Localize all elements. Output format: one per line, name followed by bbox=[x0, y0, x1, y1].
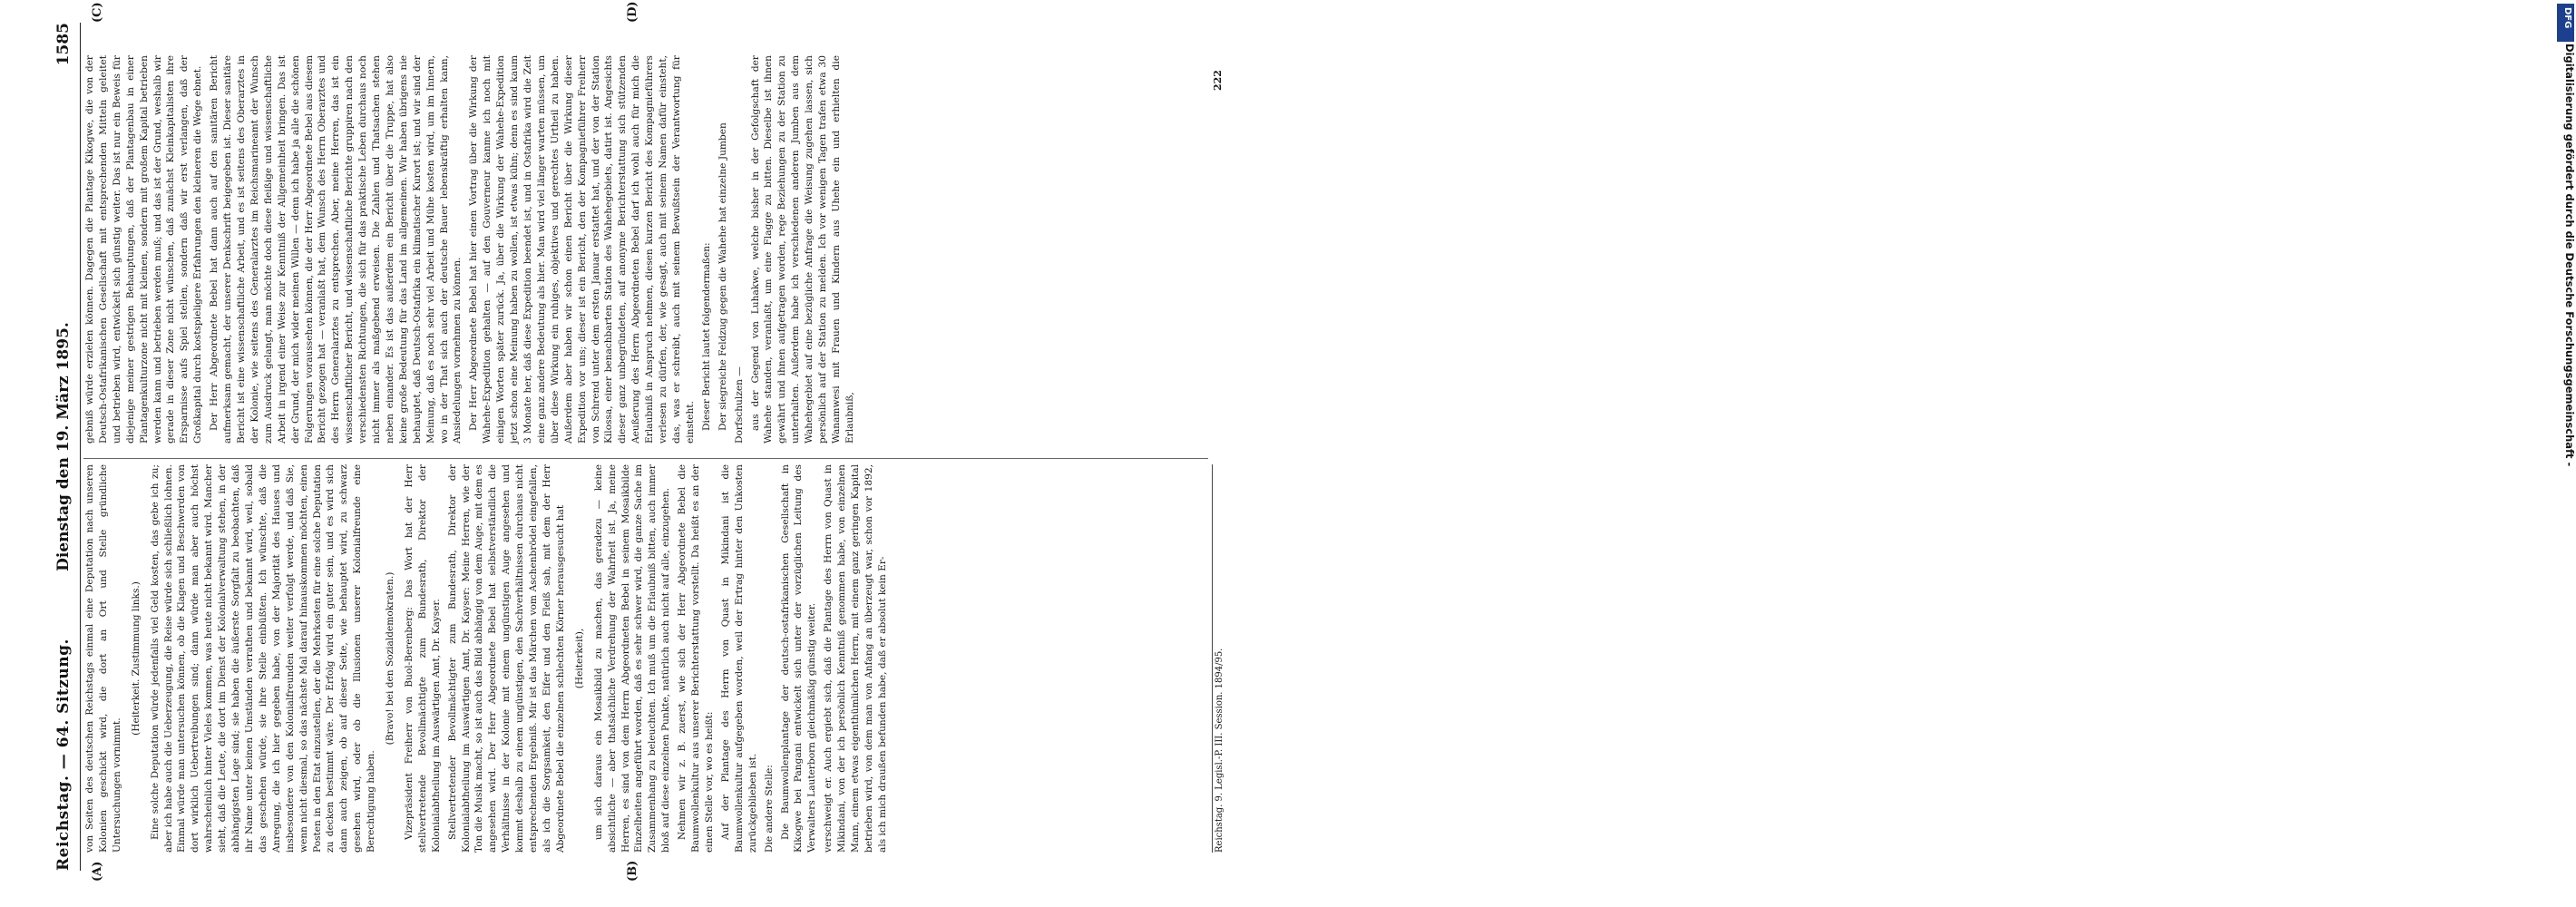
page-header bbox=[53, 23, 81, 871]
dfg-credit: Digitalisierung gefördert durch die Deutsche Forschungsgemeinschaft - bbox=[2563, 44, 2576, 467]
paragraph: Dieser Bericht lautet folgendermaßen: bbox=[700, 242, 712, 431]
paragraph: Der siegreiche Feldzug gegen die Wahehe hat einzelne Jumben bbox=[717, 122, 728, 431]
margin-marker-c: (C) bbox=[91, 2, 104, 23]
paragraph: Der Herr Abgeordnete Bebel hat dann auch auf den sanitären Bericht aufmerksam gemacht, der unserer Denkschrift beigegeben ist. Dieser sanitäre Bericht ist eine wissenschaftliche Arbeit, und es ist seitens des Oberarztes in der Kolonie, wie seitens des Generalarztes im Reichsmarineamt der Wunsch zum Ausdruck gelangt, man möchte doch diese fleißige und wissenschaftliche Arbeit in irgend einer Weise zur Kenntniß der Allgemeinheit bringen. Das ist der Grund, der mich wider meinen Willen — denn ich habe ja alle die schönen Folgerungen voraussehen können, die der Herr Abgeordnete Bebel aus diesem Bericht gezogen hat — veranlaßt hat, dem Wunsch des Herrn Oberarztes und des Herrn Generalarztes zu entsprechen. Aber, meine Herren, das ist ein wissenschaftlicher Bericht, und wissenschaftliche Berichte gruppiren nach den verschiedensten Richtungen, die sich für das praktische Leben durchaus noch nicht immer als maßgebend erweisen. Die Zahlen und Thatsachen stehen neben einander. Es ist das außerdem ein Bericht über die Truppe, hat also keine große Bedeutung für das Land im allgemeinen. Wir haben übrigens nie behauptet, daß Deutsch-Ostafrika ein klimatischer Kurort ist; und wir sind der Meinung, daß es noch sehr viel Arbeit und Mühe kosten wird, um im Innern, wo in der That sich auch der deutsche Bauer lebenskräftig erhalten kann, Ansiedelungen vornehmen zu können. bbox=[209, 55, 463, 444]
paragraph: (Bravo! bei den Sozialdemokraten.) bbox=[385, 571, 396, 746]
paragraph: Auf der Plantage des Herrn von Quast in Mikindani ist die Baumwollenkultur aufgegeben worden, weil der Ertrag hinter den Unkosten zurückgeblieben ist. bbox=[719, 464, 758, 853]
dfg-sidebar bbox=[1277, 0, 2576, 907]
margin-marker-b: (B) bbox=[626, 860, 639, 882]
dfg-logo: DFG bbox=[2557, 4, 2574, 42]
paragraph: Nehmen wir z. B. zuerst, wie sich der Herr Abgeordnete Bebel die Baumwollenkultur aus unserer Berichterstattung vorstellt. Da heißt es an der einen Stelle vor, wo es heißt: bbox=[677, 464, 715, 853]
margin-marker-d: (D) bbox=[626, 1, 639, 23]
header-session: Reichstag. — 64. Sitzung. bbox=[54, 639, 73, 871]
paragraph: Dorfschulzen — bbox=[733, 366, 745, 444]
margin-marker-a: (A) bbox=[91, 861, 104, 882]
paragraph: Die andere Stelle: bbox=[763, 765, 775, 853]
paragraph: (Heiterkeit), bbox=[573, 628, 585, 689]
paragraph: gebniß würde erzielen können. Dagegen die Plantage Kikogwe, die von der Deutsch-Ostafrikanischen Gesellschaft mit entsprechenden Mitteln geleitet und betrieben wird, entwickelt sich günstig weiter. Das ist nur ein Beweis für diejenige meiner gestrigen Behauptungen, daß der Plantagenbau in einer Plantagenkulturzone nicht mit kleinen, sondern mit großem Kapital betrieben werden kann und betrieben werden muß; und das ist der Grund, weshalb wir gerade in dieser Zone nicht wünschen, daß zunächst Kleinkapitalisten ihre Ersparnisse aufs Spiel stellen, sondern daß wir erst verlangen, daß der Großkapital durch kostspieligere Erfahrungen den kleineren die Wege ebnet. bbox=[84, 55, 204, 444]
right-column bbox=[83, 55, 1208, 444]
signature-mark: 222 bbox=[1212, 70, 1224, 91]
paragraph: Stellvertretender Bevollmächtigter zum Bundesrath, Direktor der Kolonialabtheilung im Auswärtigen Amt, Dr. Kayser: Meine Herren, wie der Ton die Musik macht, so ist auch das Bild abhängig von dem Auge, mit dem es angesehen wird. Der Herr Abgeordnete Bebel hat selbstverständlich die Verhältnisse in der Kolonie mit einem ungünstigen Auge angesehen und kommt deshalb zu einem ungünstigen, den Sachverhältnissen durchaus nicht entsprechenden Ergebniß. Mir ist das Märchen vom Aschenbrödel eingefallen, als ich die Sorgsamkeit, den Eifer und den Fleiß sah, mit dem der Herr Abgeordnete Bebel die einzelnen schlechten Körner herausgesucht hat bbox=[446, 464, 566, 853]
page-number: 1585 bbox=[54, 23, 73, 66]
paragraph: aus der Gegend von Luhakwe, welche bisher in der Gefolgschaft der Wahehe standen, veranlaßt, um eine Flagge zu bitten. Dieselbe ist ihnen gewährt und ihnen aufgetragen worden, rege Beziehungen zu der Station zu unterhalten. Außerdem habe ich verschiedenen anderen Jumben aus dem Wahehegebiet auf eine bezügliche Anfrage die Weisung zugehen lassen, sich persönlich auf der Station zu melden. Ich vor wenigen Tagen trafen etwa 30 Wanamwesi mit Frauen und Kindern aus Uhehe ein und erhielten die Erlaubniß, bbox=[749, 55, 855, 444]
header-date: Dienstag den 19. März 1895. bbox=[54, 322, 73, 571]
paragraph: Der Herr Abgeordnete Bebel hat hier einen Vortrag über die Wirkung der Wahehe-Expedition gehalten — auf den Gouverneur kanme ich noch mit einigen Worten später zurück. Ja, über die Wirkung der Wahehe-Expedition jetzt schon eine Meinung haben zu wollen, ist etwas kühn; denn es sind kaum 3 Monate her, daß diese Expedition beendet ist, und in Ostafrika wird die Zeit eine ganz andere Bedeutung als hier. Man wird viel länger warten müssen, um über diese Wirkung ein ruhiges, objektives und gerechtes Urtheil zu haben. Außerdem aber haben wir schon einen Bericht über die Wirkung dieser Expedition vor uns; dieser ist ein Bericht, den der Kompagnieführer Freiherr von Schrend unter dem ersten Januar erstattet hat, und der von der Station Kilossa, einer benachbarten Station des Wahehegebiets, datirt ist. Angesichts dieser ganz unbegründeten, auf anonyme Berichterstattung sich stützenden Aeußerung des Herrn Abgeordneten Bebel darf ich wohl auch für mich die Erlaubniß in Anspruch nehmen, diesen kurzen Bericht des Kompagnieführers verlesen zu dürfen, der, wie gesagt, auch mit seinem Namen dafür einsteht, das, was er schreibt, auch mit seinem Bewußtsein der Verantwortung für einsteht. bbox=[468, 55, 696, 444]
paragraph: verschweigt er. Auch ergiebt sich, daß die Plantage des Herrn von Quast in Mikindani, von der ich persönlich Kenntniß genommen habe, von einzelnen Mann, einem etwas eigenthümlichen Herrn, mit einem ganz geringen Kapital betrieben wird, von dem man von Anfang an überzeugt war, schon vor 1892, als ich mich draußen befunden habe, daß er absolut kein Er- bbox=[823, 464, 888, 853]
column-divider bbox=[83, 458, 1208, 459]
paragraph: Eine solche Deputation würde jedenfalls viel Geld kosten, das gebe ich zu; aber ich habe auch die Ueberzeugung, die Reise würde sich schließlich lohnen. Einmal würde man untersuchen können, ob die Klagen und Beschwerden von dort wirklich Uebertreibungen sind; dann würde man aber auch höchst wahrscheinlich hinter Vieles kommen, was heute nicht bekannt wird. Mancher sieht, daß die Leute, die dort im Dienst der Kolonialverwaltung stehen, in der abhängigsten Lage sind; sie haben die äußerste Sorgfalt zu beobachten, daß ihr Name unter keinen Umständen verrathen und bekannt wird, weil, sobald das geschehen würde, sie ihre Stelle einbüßten. Ich wünschte, daß die Anregung, die ich hier gegeben habe, von der Majorität des Hauses und insbesondere von den Kolonialfreunden weiter verfolgt werde, und daß Sie, wenn nicht diesmal, so das nächste Mal darauf hinauskommen möchten, einen Posten in den Etat einzustellen, der die Mehrkosten für eine solche Deputation zu decken bestimmt wäre. Der Erfolg wird ein guter sein, und es wird sich dann auch zeigen, ob auf dieser Seite, wie behauptet wird, zu schwarz gesehen wird, oder ob die Illusionen unserer Kolonialfreunde eine Berechtigung haben. bbox=[149, 464, 377, 853]
left-column bbox=[83, 464, 1208, 853]
paragraph: Die Baumwollenplantage der deutsch-ostafrikanischen Gesellschaft in Kikogwe bei Pangani entwickelt sich unter der vorzüglichen Leitung des Verwalters Lauterborn gleichmäßig günstig weiter. bbox=[779, 464, 818, 853]
paragraph: (Heiterkeit. Zustimmung links.) bbox=[130, 581, 141, 736]
paragraph: von Seiten des deutschen Reichstags einmal eine Deputation nach unseren Kolonien geschickt wird, die dort an Ort und Stelle gründliche Untersuchungen vornimmt. bbox=[84, 464, 122, 853]
page-footer: Reichstag. 9. Legisl.-P. III. Session. 1894/95. bbox=[1212, 464, 1225, 853]
paragraph: um sich daraus ein Mosaikbild zu machen, das geradezu — keine absichtliche — aber thatsächliche Verdrehung der Wahrheit ist. Ja, meine Herren, es sind von dem Herrn Abgeordneten Bebel in seinem Mosaikbilde Einzelheiten angeführt worden, daß es sehr schwer wird, die ganze Sache im Zusammenhang zu beleuchten. Ich muß um die Erlaubniß bitten, auch immer bloß auf diese einzelnen Punkte, natürlich auch nicht auf alle, einzugehen. bbox=[592, 464, 672, 853]
paragraph: Vizepräsident Freiherr von Buol-Berenberg: Das Wort hat der Herr stellvertretende Bevollmächtigte zum Bundesrath, Direktor der Kolonialabtheilung im Auswärtigen Amt, Dr. Kayser. bbox=[403, 464, 442, 853]
